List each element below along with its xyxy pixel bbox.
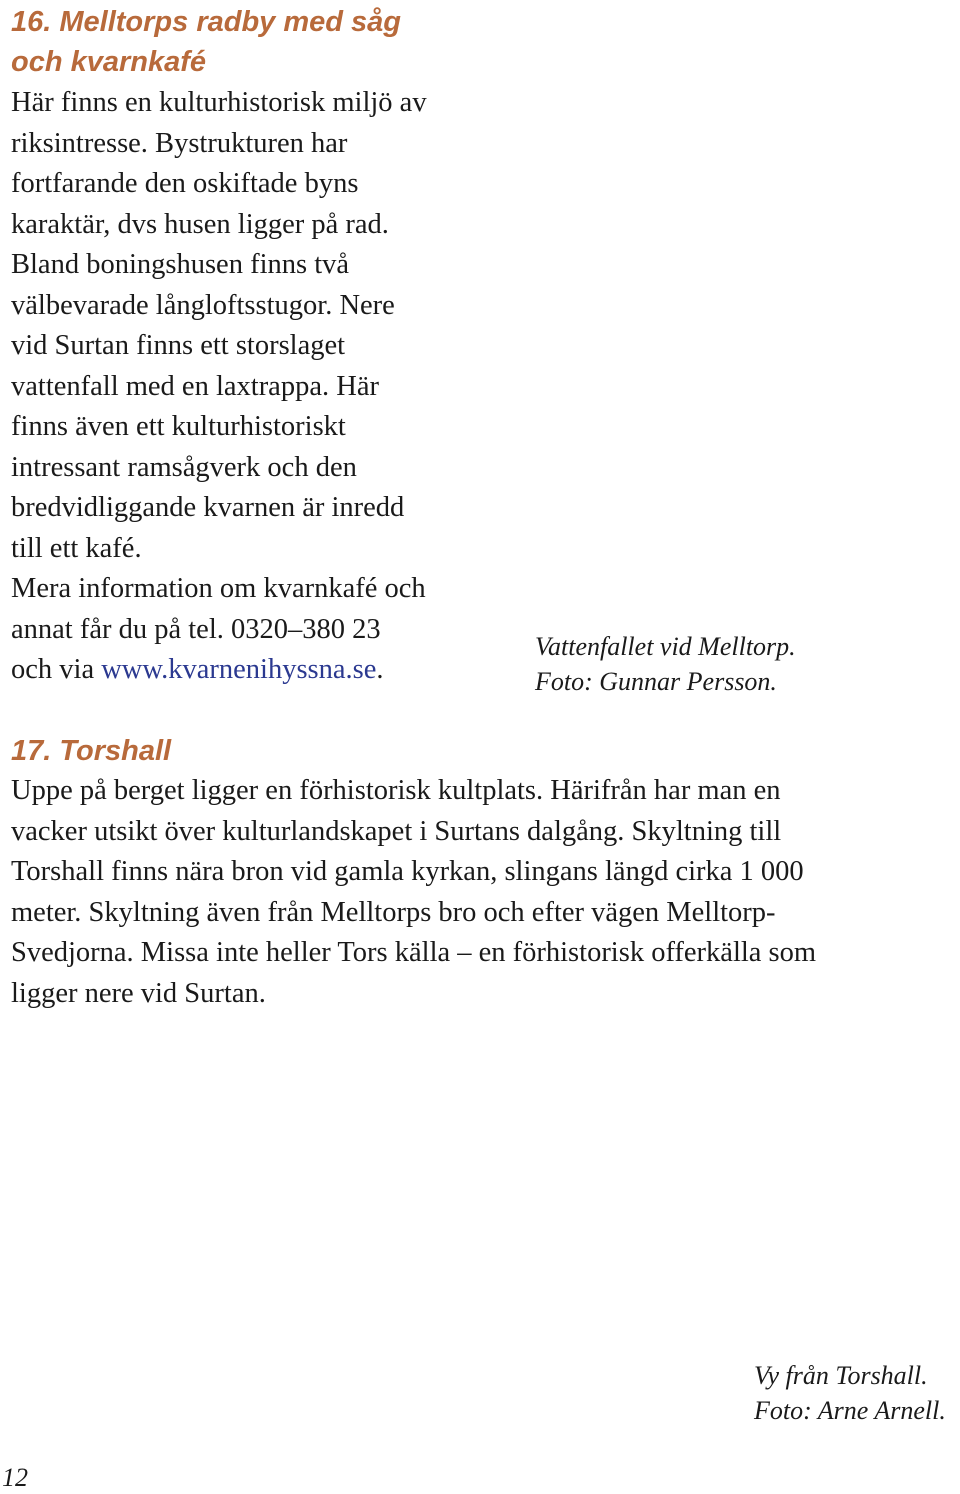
photo-caption-waterfall: [535, 629, 796, 699]
link-suffix: .: [376, 654, 384, 685]
section-17-heading: 17. Torshall: [11, 735, 172, 767]
kvarnen-website-link[interactable]: www.kvarnenihyssna.se: [101, 654, 377, 685]
body-line: riksintresse. Bystrukturen har: [11, 127, 348, 159]
section-16-heading-line: och kvarnkafé: [11, 46, 207, 78]
body-line: vacker utsikt över kulturlandskapet i Surtans dalgång. Skyltning till: [11, 815, 782, 847]
body-line: Uppe på berget ligger en förhistorisk kultplats. Härifrån har man en: [11, 775, 781, 806]
body-line: intressant ramsågverk och den: [11, 451, 357, 483]
body-line: karaktär, dvs husen ligger på rad.: [11, 208, 389, 240]
body-line: annat får du på tel. 0320–380 23: [11, 613, 381, 645]
body-line: finns även ett kulturhistoriskt: [11, 411, 346, 442]
body-line: bredvidliggande kvarnen är inredd: [11, 492, 405, 523]
caption-line: Vy från Torshall.: [754, 1361, 928, 1390]
section-17-body: [11, 771, 816, 1014]
section-16-heading: [11, 2, 401, 82]
body-line: Torshall finns nära bron vid gamla kyrkan, slingans längd cirka 1 000: [11, 856, 804, 887]
body-line: välbevarade långloftsstugor. Nere: [11, 289, 395, 321]
body-line: meter. Skyltning även från Melltorps bro och efter vägen Melltorp-: [11, 896, 776, 928]
body-line: vattenfall med en laxtrappa. Här: [11, 370, 379, 402]
body-line: vid Surtan finns ett storslaget: [11, 330, 346, 361]
body-line: ligger nere vid Surtan.: [11, 977, 266, 1009]
body-line: fortfarande den oskiftade byns: [11, 168, 359, 199]
page-number: 12: [2, 1463, 28, 1492]
caption-line: Foto: Arne Arnell.: [754, 1396, 946, 1425]
photo-caption-torshall: [754, 1358, 946, 1428]
caption-line: Foto: Gunnar Persson.: [535, 667, 777, 696]
body-line: till ett kafé.: [11, 532, 142, 564]
link-prefix: och via: [11, 654, 102, 685]
section-16-body: [11, 83, 427, 691]
body-line: Svedjorna. Missa inte heller Tors källa – en förhistorisk offerkälla som: [11, 937, 817, 968]
body-line: Bland boningshusen finns två: [11, 249, 350, 280]
caption-line: Vattenfallet vid Melltorp.: [535, 632, 796, 661]
section-16-heading-line: 16. Melltorps radby med såg: [11, 6, 402, 38]
body-line: Mera information om kvarnkafé och: [11, 573, 426, 604]
body-line: Här finns en kulturhistorisk miljö av: [11, 87, 427, 118]
body-line-with-link: [11, 650, 427, 691]
